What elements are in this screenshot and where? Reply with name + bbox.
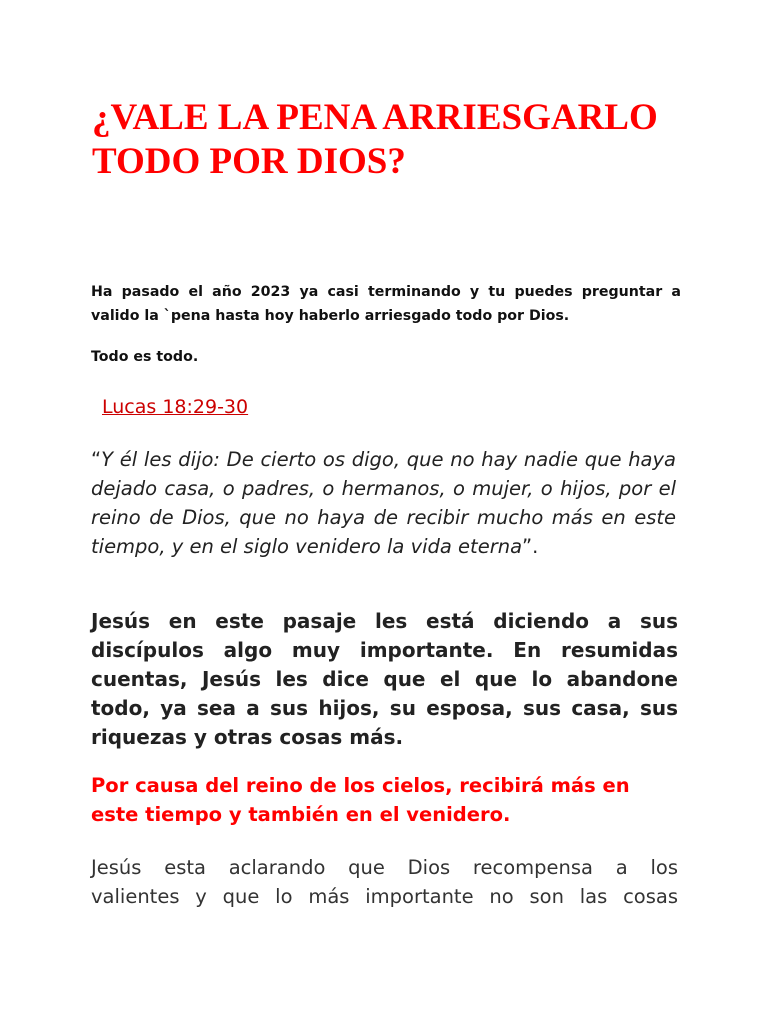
explanation-paragraph: Jesús en este pasaje les está diciendo a sus discípulos algo muy importante. En resumidas cuentas, Jesús les dice que el que lo abandone todo, ya sea a sus hijos, su esposa, sus casa, sus riquezas y otras cosas más. (91, 609, 678, 749)
quote-open-mark: “ (91, 448, 102, 471)
quote-text: Y él les dijo: De cierto os digo, que no hay nadie que haya dejado casa, o padres, o hermanos, o mujer, o hijos, por el reino de Dios, que no haya de recibir mucho más en este tiempo, y en el siglo venidero la vida eterna (91, 448, 676, 558)
document-title: ¿VALE LA PENA ARRIESGARLO TODO POR DIOS? (92, 97, 658, 182)
scripture-quote (91, 445, 676, 561)
highlight-paragraph: Por causa del reino de los cielos, recibirá más en este tiempo y también en el venidero. (91, 774, 630, 826)
intro-paragraph: Ha pasado el año 2023 ya casi terminando y tu puedes preguntar a valido la `pena hasta hoy haberlo arriesgado todo por Dios. (91, 284, 681, 324)
closing-paragraph-line-1: Jesús esta aclarando que Dios recompensa a los (91, 856, 678, 879)
closing-paragraph (91, 853, 678, 911)
todo-statement: Todo es todo. (91, 349, 199, 365)
quote-close-mark: ”. (522, 535, 539, 558)
closing-paragraph-line-2: valientes y que lo más importante no son las cosas (91, 885, 678, 908)
scripture-reference-link[interactable]: Lucas 18:29-30 (102, 396, 249, 418)
